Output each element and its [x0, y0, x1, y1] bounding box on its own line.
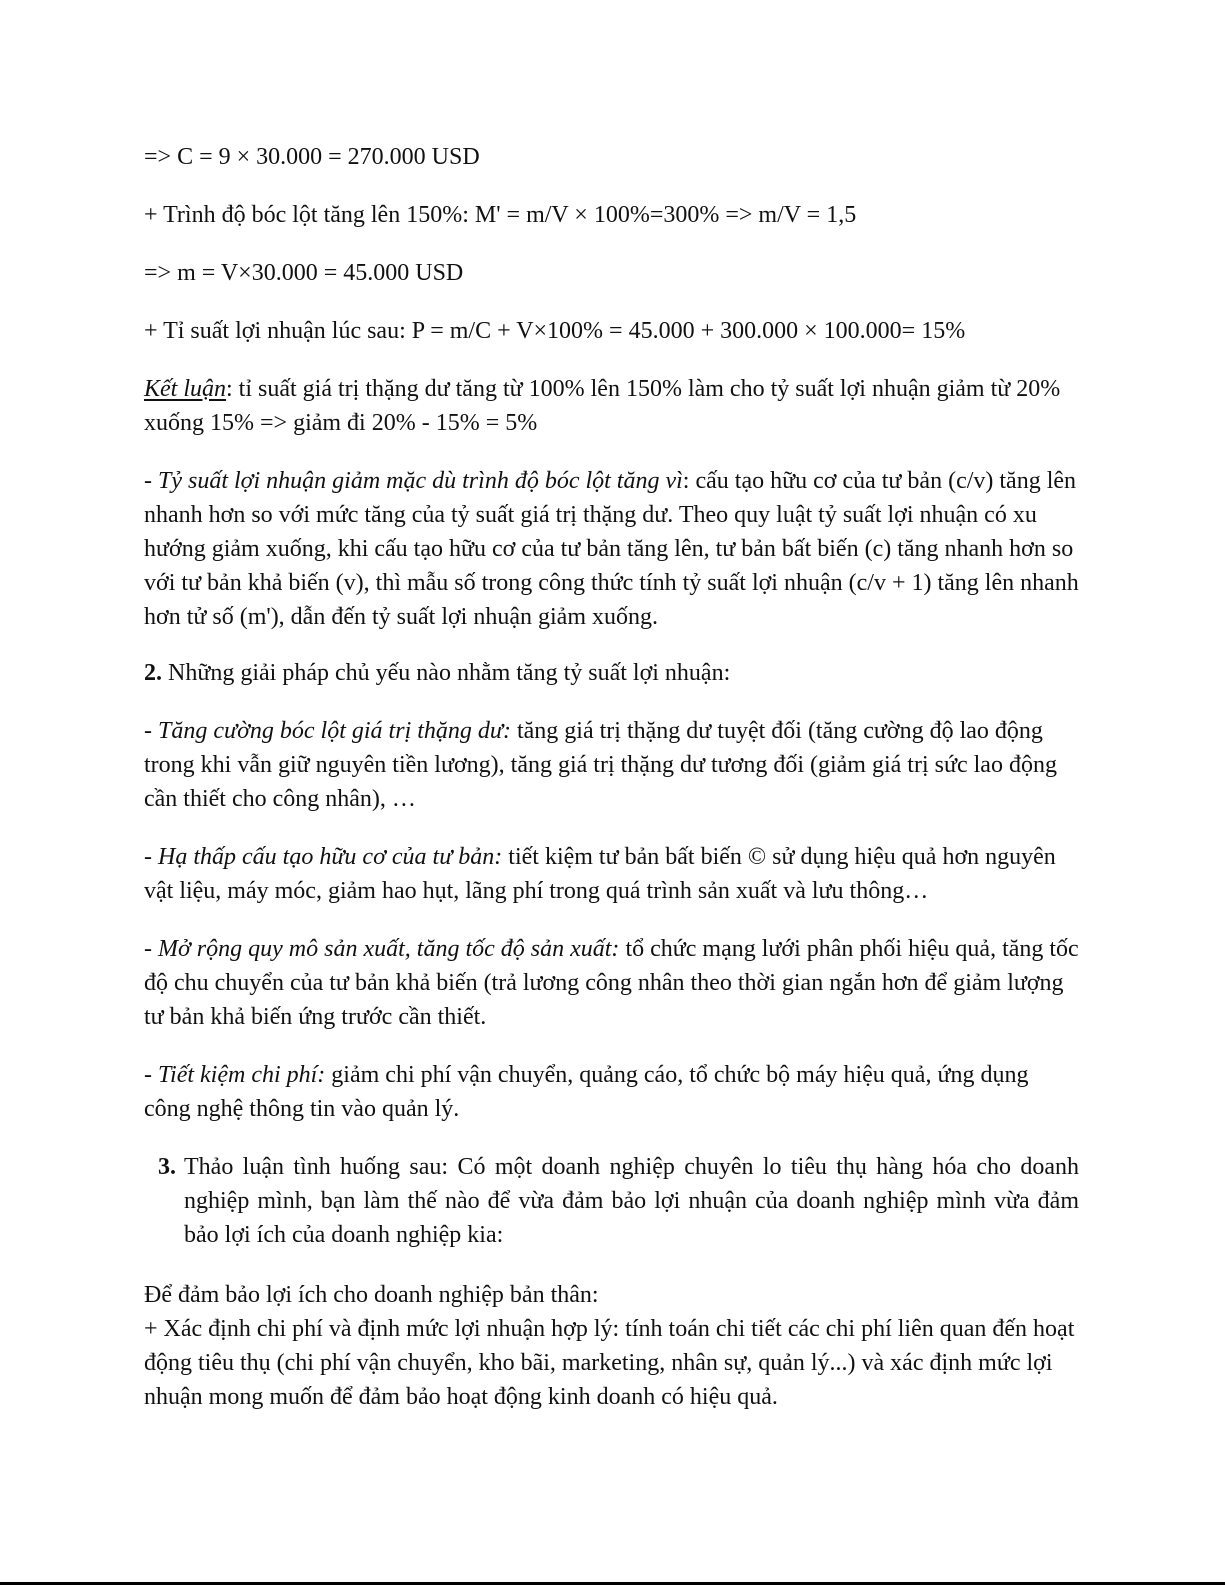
solution-prefix: - — [144, 844, 158, 870]
solution-label: Tăng cường bóc lột giá trị thặng dư: — [158, 718, 511, 744]
section-2-heading — [144, 656, 1079, 690]
solution-label: Tiết kiệm chi phí: — [158, 1062, 326, 1088]
own-benefit-point: + Xác định chi phí và định mức lợi nhuận hợp lý: tính toán chi tiết các chi phí liên quan đến hoạt động tiêu thụ (chi phí vận chuyển, kho bãi, marketing, nhân sự, quản lý...) và xác định mức lợi nhuận mong muốn để đảm bảo hoạt động kinh doanh có hiệu quả. — [144, 1316, 1075, 1410]
section-2-number: 2. — [144, 660, 162, 686]
line-c-calc: => C = 9 × 30.000 = 270.000 USD — [144, 144, 480, 170]
section-3-text: Thảo luận tình huống sau: Có một doanh nghiệp chuyên lo tiêu thụ hàng hóa cho doanh nghiệp mình, bạn làm thế nào để vừa đảm bảo lợi nhuận của doanh nghiệp mình vừa đảm bảo lợi ích của doanh nghiệp kia: — [184, 1154, 1079, 1248]
section-2-title: Những giải pháp chủ yếu nào nhằm tăng tỷ suất lợi nhuận: — [162, 660, 731, 686]
line-m-calc: => m = V×30.000 = 45.000 USD — [144, 260, 464, 286]
solution-label: Hạ thấp cấu tạo hữu cơ của tư bản: — [158, 844, 503, 870]
reason-prefix: - — [144, 468, 158, 494]
reason-paragraph — [144, 464, 1079, 634]
solution-label: Mở rộng quy mô sản xuất, tăng tốc độ sản xuất: — [158, 936, 620, 962]
solution-prefix: - — [144, 1062, 158, 1088]
solution-text: tổ chức mạng lưới phân phối hiệu quả, tăng tốc độ chu chuyển của tư bản khả biến (trả lương công nhân theo thời gian ngắn hơn để giảm lượng tư bản khả biến ứng trước cần thiết. — [144, 936, 1079, 1030]
reason-label: Tỷ suất lợi nhuận giảm mặc dù trình độ bóc lột tăng vì — [158, 468, 683, 494]
conclusion-text: : tỉ suất giá trị thặng dư tăng từ 100% lên 150% làm cho tỷ suất lợi nhuận giảm từ 20% xuống 15% => giảm đi 20% - 15% = 5% — [144, 376, 1061, 436]
solution-item — [144, 840, 1079, 908]
reason-text: : cấu tạo hữu cơ của tư bản (c/v) tăng lên nhanh hơn so với mức tăng của tỷ suất giá trị thặng dư. Theo quy luật tỷ suất lợi nhuận có xu hướng giảm xuống, khi cấu tạo hữu cơ của tư bản tăng lên, tư bản bất biến (c) tăng nhanh hơn so với tư bản khả biến (v), thì mẫu số trong công thức tính tỷ suất lợi nhuận (c/v + 1) tăng lên nhanh hơn tử số (m'), dẫn đến tỷ suất lợi nhuận giảm xuống. — [144, 468, 1079, 630]
solution-item — [144, 932, 1079, 1034]
solution-prefix: - — [144, 718, 158, 744]
solution-item — [144, 714, 1079, 816]
line-profit-rate-after: + Tỉ suất lợi nhuận lúc sau: P = m/C + V×100% = 45.000 + 300.000 × 100.000= 15% — [144, 318, 966, 344]
conclusion-paragraph — [144, 372, 1079, 440]
solution-item — [144, 1058, 1079, 1126]
document-body — [144, 140, 1079, 1414]
solution-text: tiết kiệm tư bản bất biến © sử dụng hiệu quả hơn nguyên vật liệu, máy móc, giảm hao hụt, lãng phí trong quá trình sản xuất và lưu thông… — [144, 844, 1056, 904]
line-exploit-increase: + Trình độ bóc lột tăng lên 150%: M' = m/V × 100%=300% => m/V = 1,5 — [144, 202, 857, 228]
own-benefit-heading: Để đảm bảo lợi ích cho doanh nghiệp bản thân: — [144, 1282, 599, 1308]
section-3-item — [158, 1150, 1079, 1252]
solution-text: giảm chi phí vận chuyển, quảng cáo, tổ chức bộ máy hiệu quả, ứng dụng công nghệ thông tin vào quản lý. — [144, 1062, 1029, 1122]
solution-prefix: - — [144, 936, 158, 962]
section-3-number: 3. — [158, 1154, 176, 1180]
conclusion-label: Kết luận — [144, 376, 226, 402]
solution-text: tăng giá trị thặng dư tuyệt đối (tăng cường độ lao động trong khi vẫn giữ nguyên tiền lương), tăng giá trị thặng dư tương đối (giảm giá trị sức lao động cần thiết cho công nhân), … — [144, 718, 1057, 812]
